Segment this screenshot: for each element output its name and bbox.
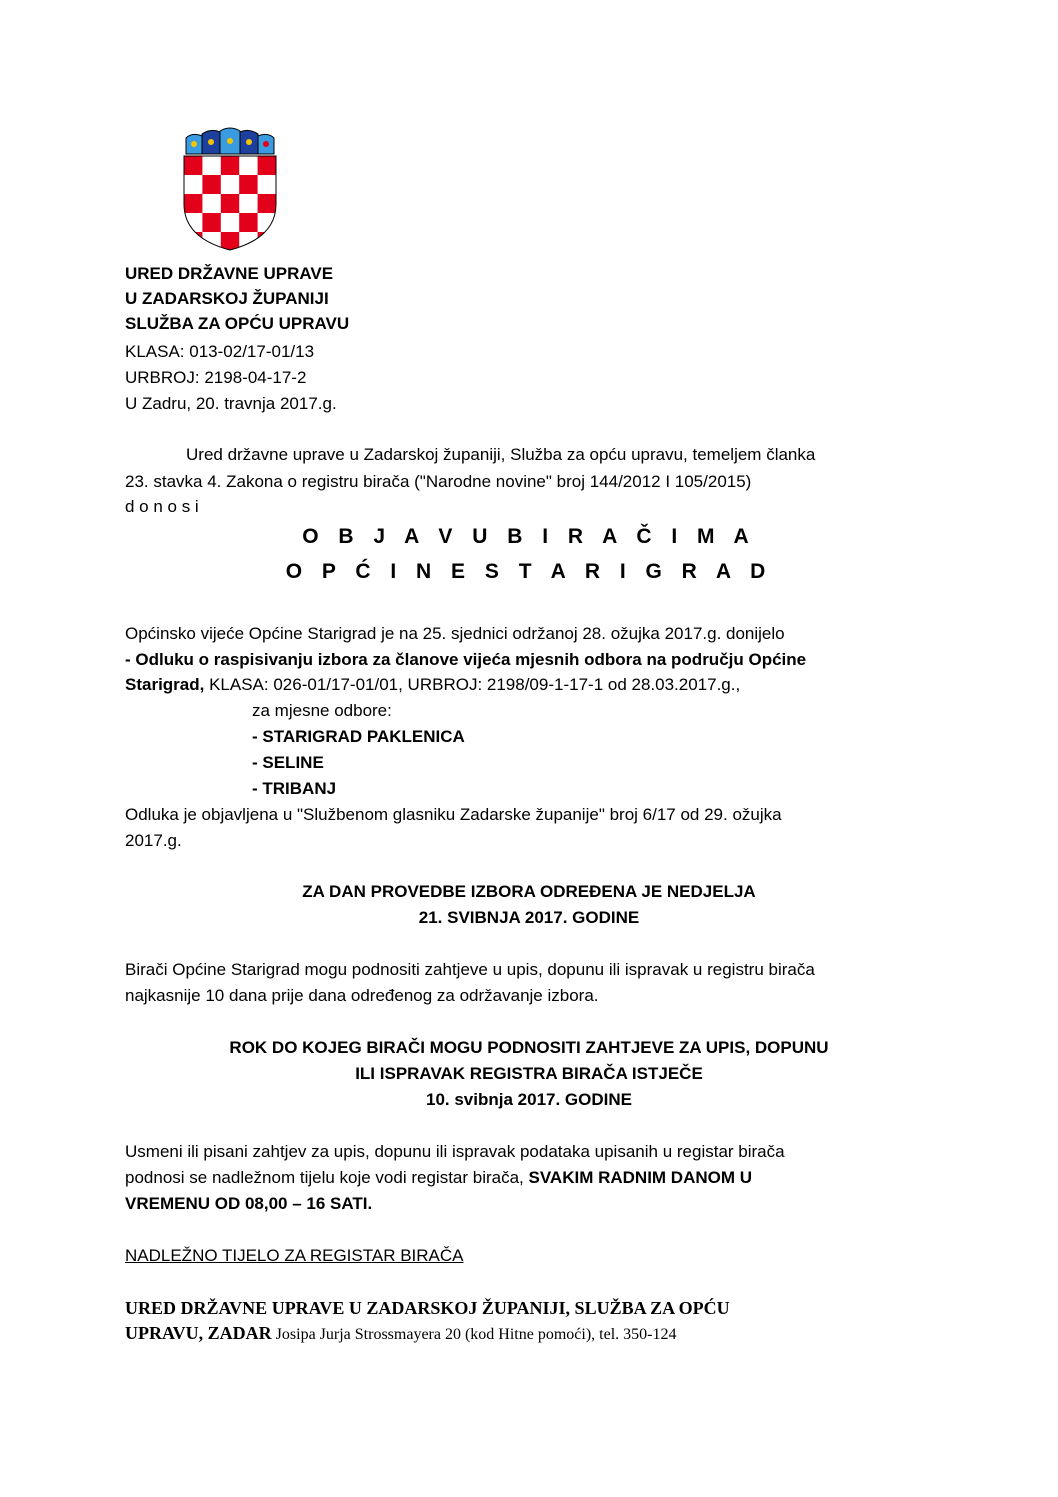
published-line1: Odluka je objavljena u "Službenom glasniku Zadarske županije" broj 6/17 od 29. ožujka	[125, 805, 782, 824]
office-name-line1: URED DRŽAVNE UPRAVE	[125, 264, 334, 283]
authority-line2-bold: UPRAVU, ZADAR	[125, 1323, 272, 1343]
place-date: U Zadru, 20. travnja 2017.g.	[125, 394, 337, 413]
requests-line3: VREMENU OD 08,00 – 16 SATI.	[125, 1194, 373, 1213]
office-name-line3: SLUŽBA ZA OPĆU UPRAVU	[125, 314, 350, 333]
authority-line1: URED DRŽAVNE UPRAVE U ZADARSKOJ ŽUPANIJI, SLUŽBA ZA OPĆU	[125, 1298, 730, 1318]
urbroj: URBROJ: 2198-04-17-2	[125, 368, 307, 387]
authority-line2	[125, 1321, 677, 1347]
intro-line2: 23. stavka 4. Zakona o registru birača ("Narodne novine" broj 144/2012 I 105/2015)	[125, 472, 752, 491]
board-item: - STARIGRAD PAKLENICA	[252, 727, 465, 746]
coat-of-arms-icon	[182, 126, 278, 252]
published-line2: 2017.g.	[125, 831, 182, 850]
deadline-line2: ILI ISPRAVAK REGISTRA BIRAČA ISTJEČE	[355, 1064, 703, 1083]
decision-line3-rest: KLASA: 026-01/17-01/01, URBROJ: 2198/09-1-17-1 od 28.03.2017.g.,	[204, 675, 741, 694]
intro-line1: Ured državne uprave u Zadarskoj županiji, Služba za opću upravu, temeljem članka	[186, 445, 816, 464]
office-name-line2: U ZADARSKOJ ŽUPANIJI	[125, 289, 329, 308]
klasa: KLASA: 013-02/17-01/13	[125, 342, 315, 361]
board-item: - TRIBANJ	[252, 779, 337, 798]
deadline-line3: 10. svibnja 2017. GODINE	[426, 1090, 632, 1109]
decision-line2: - Odluku o raspisivanju izbora za članove vijeća mjesnih odbora na području Općine	[125, 650, 807, 669]
decision-line3	[125, 673, 740, 697]
deadline-line1: ROK DO KOJEG BIRAČI MOGU PODNOSITI ZAHTJEVE ZA UPIS, DOPUNU	[229, 1038, 829, 1057]
requests-line1: Usmeni ili pisani zahtjev za upis, dopunu ili ispravak podataka upisanih u registar birača	[125, 1142, 785, 1161]
decision-line1: Općinsko vijeće Općine Starigrad je na 25. sjednici održanoj 28. ožujka 2017.g. donijelo	[125, 624, 785, 643]
election-day-line2: 21. SVIBNJA 2017. GODINE	[418, 908, 640, 927]
for-boards: za mjesne odbore:	[252, 701, 392, 720]
board-item: - SELINE	[252, 753, 324, 772]
intro-line3: d o n o s i	[125, 497, 199, 516]
title-line1: O B J A V U B I R A Č I M A	[302, 525, 756, 548]
decision-line3-bold: Starigrad,	[125, 675, 205, 694]
authority-address: Josipa Jurja Strossmayera 20 (kod Hitne pomoći), tel. 350-124	[271, 1326, 677, 1343]
election-day-line1: ZA DAN PROVEDBE IZBORA ODREĐENA JE NEDJELJA	[302, 882, 756, 901]
requests-line2	[125, 1166, 752, 1190]
title-line2: O P Ć I N E S T A R I G R A D	[285, 560, 773, 583]
authority-heading: NADLEŽNO TIJELO ZA REGISTAR BIRAČA	[125, 1246, 464, 1265]
voters-line1: Birači Općine Starigrad mogu podnositi zahtjeve u upis, dopunu ili ispravak u registru birača	[125, 960, 815, 979]
requests-line2-normal: podnosi se nadležnom tijelu koje vodi registar birača,	[125, 1168, 529, 1187]
requests-line2-bold: SVAKIM RADNIM DANOM U	[528, 1168, 753, 1187]
voters-line2: najkasnije 10 dana prije dana određenog za održavanje izbora.	[125, 986, 599, 1005]
